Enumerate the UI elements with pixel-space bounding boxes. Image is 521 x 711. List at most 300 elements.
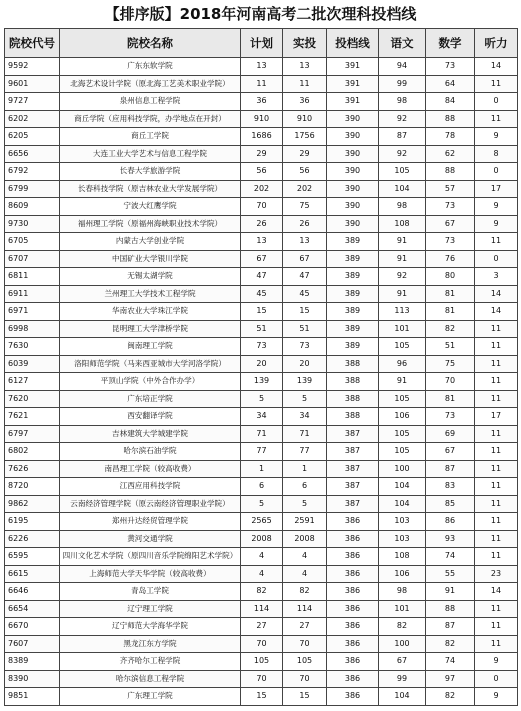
cell-school-name: 中国矿业大学银川学院 xyxy=(60,250,241,268)
column-header-actual: 实投 xyxy=(283,29,327,58)
cell-chinese: 91 xyxy=(379,250,426,268)
cell-actual: 47 xyxy=(283,268,327,286)
cell-listening: 11 xyxy=(475,618,518,636)
cell-actual: 15 xyxy=(283,303,327,321)
cell-actual: 202 xyxy=(283,180,327,198)
cell-plan: 1686 xyxy=(241,128,283,146)
cell-listening: 0 xyxy=(475,93,518,111)
cell-chinese: 91 xyxy=(379,233,426,251)
cell-math: 80 xyxy=(426,268,475,286)
cell-school-code: 6811 xyxy=(5,268,60,286)
cell-cutoff: 386 xyxy=(327,513,379,531)
cell-listening: 14 xyxy=(475,583,518,601)
cell-chinese: 104 xyxy=(379,478,426,496)
cell-cutoff: 387 xyxy=(327,460,379,478)
cell-listening: 11 xyxy=(475,548,518,566)
cell-chinese: 108 xyxy=(379,215,426,233)
cell-plan: 70 xyxy=(241,635,283,653)
cell-listening: 11 xyxy=(475,530,518,548)
cell-actual: 71 xyxy=(283,425,327,443)
table-row xyxy=(5,670,518,688)
table-row xyxy=(5,268,518,286)
cell-cutoff: 389 xyxy=(327,303,379,321)
table-row xyxy=(5,618,518,636)
table-row xyxy=(5,513,518,531)
cell-actual: 5 xyxy=(283,495,327,513)
cell-plan: 202 xyxy=(241,180,283,198)
cell-listening: 14 xyxy=(475,58,518,76)
cell-school-code: 6911 xyxy=(5,285,60,303)
cell-actual: 1 xyxy=(283,460,327,478)
cell-school-code: 6205 xyxy=(5,128,60,146)
table-row xyxy=(5,128,518,146)
cell-plan: 4 xyxy=(241,565,283,583)
cell-math: 74 xyxy=(426,653,475,671)
cell-school-code: 8609 xyxy=(5,198,60,216)
cell-school-code: 9730 xyxy=(5,215,60,233)
cell-school-code: 8390 xyxy=(5,670,60,688)
cell-school-code: 9592 xyxy=(5,58,60,76)
cell-plan: 910 xyxy=(241,110,283,128)
cell-cutoff: 387 xyxy=(327,443,379,461)
cell-plan: 27 xyxy=(241,618,283,636)
cell-school-code: 7626 xyxy=(5,460,60,478)
cell-math: 88 xyxy=(426,600,475,618)
cell-school-code: 7621 xyxy=(5,408,60,426)
cell-math: 97 xyxy=(426,670,475,688)
table-row xyxy=(5,215,518,233)
cell-cutoff: 390 xyxy=(327,180,379,198)
cell-math: 69 xyxy=(426,425,475,443)
cell-listening: 11 xyxy=(475,495,518,513)
cell-cutoff: 391 xyxy=(327,58,379,76)
cell-school-name: 商丘学院（应用科技学院，办学地点在开封） xyxy=(60,110,241,128)
cell-cutoff: 386 xyxy=(327,688,379,706)
cell-actual: 51 xyxy=(283,320,327,338)
cell-math: 51 xyxy=(426,338,475,356)
column-header-cutoff: 投档线 xyxy=(327,29,379,58)
cell-school-code: 6797 xyxy=(5,425,60,443)
cell-listening: 11 xyxy=(475,460,518,478)
cell-math: 81 xyxy=(426,303,475,321)
cell-cutoff: 386 xyxy=(327,635,379,653)
cell-math: 73 xyxy=(426,58,475,76)
cell-listening: 23 xyxy=(475,565,518,583)
cell-cutoff: 388 xyxy=(327,390,379,408)
cell-listening: 11 xyxy=(475,373,518,391)
cell-cutoff: 390 xyxy=(327,128,379,146)
cell-plan: 45 xyxy=(241,285,283,303)
cell-cutoff: 389 xyxy=(327,285,379,303)
cell-school-code: 6802 xyxy=(5,443,60,461)
cell-school-name: 郑州升达经贸管理学院 xyxy=(60,513,241,531)
cell-actual: 910 xyxy=(283,110,327,128)
cell-actual: 5 xyxy=(283,390,327,408)
cell-plan: 36 xyxy=(241,93,283,111)
cell-chinese: 105 xyxy=(379,338,426,356)
cell-cutoff: 386 xyxy=(327,600,379,618)
cell-cutoff: 388 xyxy=(327,355,379,373)
cell-math: 78 xyxy=(426,128,475,146)
cell-school-name: 辽宁理工学院 xyxy=(60,600,241,618)
cell-school-name: 哈尔滨信息工程学院 xyxy=(60,670,241,688)
cell-school-name: 广东培正学院 xyxy=(60,390,241,408)
cell-listening: 14 xyxy=(475,303,518,321)
cell-actual: 6 xyxy=(283,478,327,496)
cell-school-name: 华南农业大学珠江学院 xyxy=(60,303,241,321)
cell-cutoff: 390 xyxy=(327,110,379,128)
cell-actual: 70 xyxy=(283,670,327,688)
cell-school-name: 长春大学旅游学院 xyxy=(60,163,241,181)
cell-plan: 26 xyxy=(241,215,283,233)
cell-chinese: 104 xyxy=(379,495,426,513)
cell-school-name: 云南经济管理学院（原云南经济管理职业学院） xyxy=(60,495,241,513)
cell-cutoff: 389 xyxy=(327,250,379,268)
cell-school-code: 7607 xyxy=(5,635,60,653)
cell-plan: 2565 xyxy=(241,513,283,531)
cell-cutoff: 391 xyxy=(327,93,379,111)
cell-school-code: 6039 xyxy=(5,355,60,373)
table-row xyxy=(5,478,518,496)
page-title: 【排序版】2018年河南高考二批次理科投档线 xyxy=(104,5,417,23)
cell-plan: 56 xyxy=(241,163,283,181)
cell-chinese: 94 xyxy=(379,58,426,76)
cell-cutoff: 389 xyxy=(327,320,379,338)
cell-plan: 2008 xyxy=(241,530,283,548)
cell-plan: 82 xyxy=(241,583,283,601)
cell-actual: 73 xyxy=(283,338,327,356)
cell-listening: 9 xyxy=(475,198,518,216)
cell-school-code: 9851 xyxy=(5,688,60,706)
cell-chinese: 104 xyxy=(379,688,426,706)
cell-school-name: 四川文化艺术学院（原四川音乐学院绵阳艺术学院） xyxy=(60,548,241,566)
table-row xyxy=(5,408,518,426)
cell-school-code: 6127 xyxy=(5,373,60,391)
table-header-row xyxy=(5,29,518,58)
cell-math: 70 xyxy=(426,373,475,391)
cell-math: 81 xyxy=(426,390,475,408)
cell-math: 75 xyxy=(426,355,475,373)
cell-listening: 0 xyxy=(475,670,518,688)
cell-cutoff: 386 xyxy=(327,565,379,583)
cell-chinese: 108 xyxy=(379,548,426,566)
cell-school-name: 闽南理工学院 xyxy=(60,338,241,356)
cell-math: 57 xyxy=(426,180,475,198)
cell-plan: 1 xyxy=(241,460,283,478)
cell-math: 62 xyxy=(426,145,475,163)
table-row xyxy=(5,530,518,548)
cell-chinese: 103 xyxy=(379,513,426,531)
cell-math: 82 xyxy=(426,635,475,653)
cell-chinese: 101 xyxy=(379,320,426,338)
cell-listening: 9 xyxy=(475,653,518,671)
cell-listening: 9 xyxy=(475,128,518,146)
cell-school-name: 泉州信息工程学院 xyxy=(60,93,241,111)
cell-school-code: 9601 xyxy=(5,75,60,93)
cell-chinese: 105 xyxy=(379,390,426,408)
cell-cutoff: 386 xyxy=(327,548,379,566)
cell-math: 73 xyxy=(426,233,475,251)
cell-plan: 13 xyxy=(241,58,283,76)
cell-math: 83 xyxy=(426,478,475,496)
cell-actual: 13 xyxy=(283,58,327,76)
cell-listening: 14 xyxy=(475,285,518,303)
cell-actual: 139 xyxy=(283,373,327,391)
cell-math: 73 xyxy=(426,408,475,426)
cell-actual: 13 xyxy=(283,233,327,251)
table-row xyxy=(5,163,518,181)
cell-math: 67 xyxy=(426,215,475,233)
cell-chinese: 113 xyxy=(379,303,426,321)
cell-plan: 70 xyxy=(241,670,283,688)
table-row xyxy=(5,285,518,303)
cell-chinese: 96 xyxy=(379,355,426,373)
cell-school-code: 6615 xyxy=(5,565,60,583)
table-row xyxy=(5,425,518,443)
cell-math: 76 xyxy=(426,250,475,268)
cell-plan: 47 xyxy=(241,268,283,286)
cell-actual: 2008 xyxy=(283,530,327,548)
cell-plan: 67 xyxy=(241,250,283,268)
cell-school-code: 6654 xyxy=(5,600,60,618)
column-header-school-name: 院校名称 xyxy=(60,29,241,58)
cell-listening: 0 xyxy=(475,163,518,181)
cell-math: 86 xyxy=(426,513,475,531)
cell-school-name: 长春科技学院（原吉林农业大学发展学院） xyxy=(60,180,241,198)
cell-plan: 51 xyxy=(241,320,283,338)
cell-chinese: 100 xyxy=(379,460,426,478)
cell-chinese: 92 xyxy=(379,145,426,163)
table-row xyxy=(5,338,518,356)
cell-school-code: 6595 xyxy=(5,548,60,566)
table-row xyxy=(5,233,518,251)
cell-school-name: 吉林建筑大学城建学院 xyxy=(60,425,241,443)
cell-actual: 15 xyxy=(283,688,327,706)
cell-math: 84 xyxy=(426,93,475,111)
cell-listening: 17 xyxy=(475,408,518,426)
table-body xyxy=(5,58,518,706)
cell-school-name: 南昌理工学院（较高收费） xyxy=(60,460,241,478)
cell-plan: 5 xyxy=(241,390,283,408)
cell-math: 87 xyxy=(426,618,475,636)
cell-actual: 29 xyxy=(283,145,327,163)
cell-school-name: 广东理工学院 xyxy=(60,688,241,706)
table-row xyxy=(5,548,518,566)
cell-listening: 11 xyxy=(475,355,518,373)
cell-cutoff: 386 xyxy=(327,583,379,601)
cell-chinese: 100 xyxy=(379,635,426,653)
cell-plan: 114 xyxy=(241,600,283,618)
cell-chinese: 101 xyxy=(379,600,426,618)
column-header-plan: 计划 xyxy=(241,29,283,58)
cell-school-code: 6202 xyxy=(5,110,60,128)
cell-listening: 0 xyxy=(475,250,518,268)
cell-chinese: 105 xyxy=(379,425,426,443)
table-row xyxy=(5,688,518,706)
cell-listening: 11 xyxy=(475,635,518,653)
cell-actual: 11 xyxy=(283,75,327,93)
cell-cutoff: 386 xyxy=(327,670,379,688)
cell-actual: 70 xyxy=(283,635,327,653)
cell-school-name: 兰州理工大学技术工程学院 xyxy=(60,285,241,303)
cell-school-name: 宁波大红鹰学院 xyxy=(60,198,241,216)
table-row xyxy=(5,250,518,268)
table-row xyxy=(5,58,518,76)
cell-chinese: 106 xyxy=(379,408,426,426)
admission-score-table xyxy=(4,28,518,706)
cell-plan: 15 xyxy=(241,303,283,321)
table-row xyxy=(5,180,518,198)
cell-school-code: 8389 xyxy=(5,653,60,671)
cell-math: 91 xyxy=(426,583,475,601)
cell-school-name: 哈尔滨石油学院 xyxy=(60,443,241,461)
cell-listening: 11 xyxy=(475,320,518,338)
cell-chinese: 92 xyxy=(379,110,426,128)
cell-cutoff: 390 xyxy=(327,163,379,181)
cell-plan: 5 xyxy=(241,495,283,513)
cell-actual: 114 xyxy=(283,600,327,618)
cell-listening: 11 xyxy=(475,75,518,93)
cell-school-code: 6707 xyxy=(5,250,60,268)
cell-plan: 4 xyxy=(241,548,283,566)
cell-chinese: 91 xyxy=(379,373,426,391)
cell-actual: 4 xyxy=(283,565,327,583)
cell-school-code: 7630 xyxy=(5,338,60,356)
cell-school-name: 平顶山学院（中外合作办学） xyxy=(60,373,241,391)
cell-school-code: 6226 xyxy=(5,530,60,548)
cell-cutoff: 389 xyxy=(327,338,379,356)
cell-cutoff: 389 xyxy=(327,268,379,286)
cell-math: 88 xyxy=(426,110,475,128)
cell-math: 81 xyxy=(426,285,475,303)
cell-school-name: 齐齐哈尔工程学院 xyxy=(60,653,241,671)
cell-school-code: 6971 xyxy=(5,303,60,321)
cell-math: 93 xyxy=(426,530,475,548)
table-row xyxy=(5,600,518,618)
cell-school-name: 昆明理工大学津桥学院 xyxy=(60,320,241,338)
cell-listening: 17 xyxy=(475,180,518,198)
cell-listening: 11 xyxy=(475,110,518,128)
table-row xyxy=(5,110,518,128)
table-row xyxy=(5,320,518,338)
cell-school-name: 福州理工学院（原福州海峡职业技术学院） xyxy=(60,215,241,233)
cell-chinese: 105 xyxy=(379,163,426,181)
cell-school-name: 广东东软学院 xyxy=(60,58,241,76)
table-row xyxy=(5,198,518,216)
cell-listening: 11 xyxy=(475,390,518,408)
cell-listening: 3 xyxy=(475,268,518,286)
cell-actual: 105 xyxy=(283,653,327,671)
cell-chinese: 91 xyxy=(379,285,426,303)
cell-actual: 75 xyxy=(283,198,327,216)
column-header-listening: 听力 xyxy=(475,29,518,58)
cell-cutoff: 389 xyxy=(327,233,379,251)
cell-cutoff: 390 xyxy=(327,215,379,233)
cell-school-name: 无锡太湖学院 xyxy=(60,268,241,286)
cell-actual: 20 xyxy=(283,355,327,373)
cell-listening: 11 xyxy=(475,443,518,461)
cell-chinese: 103 xyxy=(379,530,426,548)
cell-cutoff: 386 xyxy=(327,653,379,671)
cell-cutoff: 387 xyxy=(327,425,379,443)
cell-plan: 20 xyxy=(241,355,283,373)
table-row xyxy=(5,460,518,478)
table-row xyxy=(5,373,518,391)
cell-listening: 9 xyxy=(475,688,518,706)
cell-chinese: 92 xyxy=(379,268,426,286)
cell-plan: 13 xyxy=(241,233,283,251)
cell-listening: 9 xyxy=(475,215,518,233)
cell-listening: 11 xyxy=(475,478,518,496)
cell-school-code: 6670 xyxy=(5,618,60,636)
cell-math: 73 xyxy=(426,198,475,216)
cell-school-name: 黄河交通学院 xyxy=(60,530,241,548)
cell-plan: 73 xyxy=(241,338,283,356)
cell-school-code: 9727 xyxy=(5,93,60,111)
cell-school-code: 6998 xyxy=(5,320,60,338)
cell-cutoff: 388 xyxy=(327,408,379,426)
column-header-school-code: 院校代号 xyxy=(5,29,60,58)
cell-listening: 11 xyxy=(475,338,518,356)
cell-cutoff: 386 xyxy=(327,618,379,636)
cell-math: 85 xyxy=(426,495,475,513)
cell-cutoff: 386 xyxy=(327,530,379,548)
table-row xyxy=(5,93,518,111)
cell-actual: 34 xyxy=(283,408,327,426)
table-row xyxy=(5,565,518,583)
column-header-chinese: 语文 xyxy=(379,29,426,58)
cell-plan: 15 xyxy=(241,688,283,706)
cell-school-code: 7620 xyxy=(5,390,60,408)
cell-chinese: 104 xyxy=(379,180,426,198)
cell-chinese: 82 xyxy=(379,618,426,636)
cell-actual: 56 xyxy=(283,163,327,181)
cell-plan: 139 xyxy=(241,373,283,391)
cell-actual: 77 xyxy=(283,443,327,461)
cell-chinese: 99 xyxy=(379,670,426,688)
cell-school-name: 西安翻译学院 xyxy=(60,408,241,426)
table-row xyxy=(5,390,518,408)
cell-listening: 11 xyxy=(475,600,518,618)
table-row xyxy=(5,495,518,513)
cell-actual: 4 xyxy=(283,548,327,566)
cell-chinese: 67 xyxy=(379,653,426,671)
cell-school-code: 6705 xyxy=(5,233,60,251)
cell-school-name: 黑龙江东方学院 xyxy=(60,635,241,653)
cell-school-name: 内蒙古大学创业学院 xyxy=(60,233,241,251)
cell-plan: 105 xyxy=(241,653,283,671)
cell-plan: 34 xyxy=(241,408,283,426)
table-row xyxy=(5,653,518,671)
cell-school-name: 上海师范大学天华学院（较高收费） xyxy=(60,565,241,583)
table-row xyxy=(5,443,518,461)
cell-plan: 70 xyxy=(241,198,283,216)
cell-chinese: 106 xyxy=(379,565,426,583)
cell-cutoff: 387 xyxy=(327,478,379,496)
cell-school-code: 6792 xyxy=(5,163,60,181)
cell-cutoff: 387 xyxy=(327,495,379,513)
cell-chinese: 98 xyxy=(379,198,426,216)
cell-school-code: 6195 xyxy=(5,513,60,531)
cell-listening: 11 xyxy=(475,425,518,443)
cell-school-name: 商丘工学院 xyxy=(60,128,241,146)
cell-math: 64 xyxy=(426,75,475,93)
cell-school-name: 辽宁师范大学海华学院 xyxy=(60,618,241,636)
cell-chinese: 99 xyxy=(379,75,426,93)
cell-school-code: 6799 xyxy=(5,180,60,198)
table-row xyxy=(5,145,518,163)
cell-school-code: 8720 xyxy=(5,478,60,496)
